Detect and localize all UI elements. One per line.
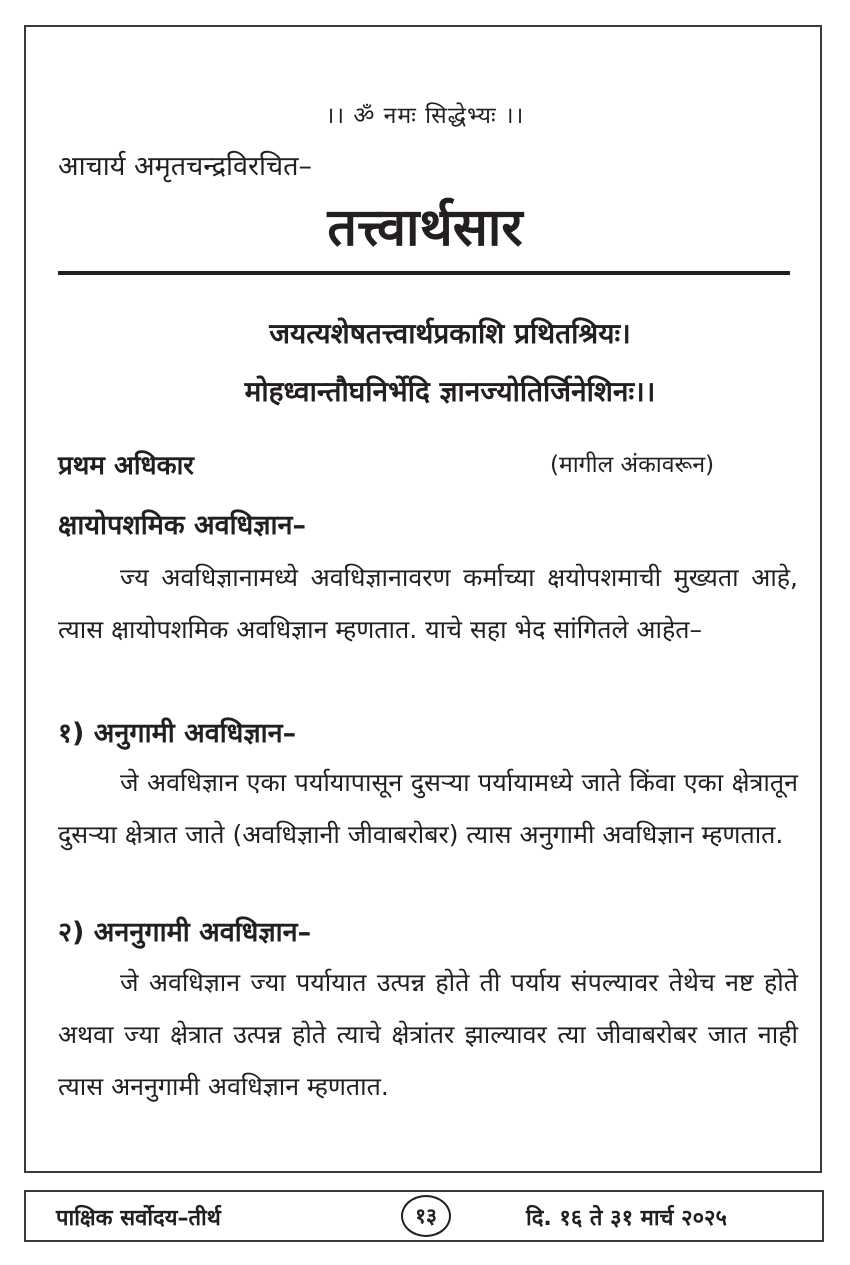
page-footer bbox=[24, 1190, 824, 1242]
page-number: १३ bbox=[401, 1195, 451, 1237]
invocation-line: ।। ॐ नमः सिद्धेभ्यः ।। bbox=[325, 103, 525, 129]
author-line: आचार्य अमृतचन्द्रविरचित– bbox=[58, 151, 313, 182]
verse-line-1: जयत्यशेषतत्त्वार्थप्रकाशि प्रथितश्रियः। bbox=[269, 317, 631, 350]
section-paragraph: जे अवधिज्ञान ज्या पर्यायात उत्पन्न होते ती पर्याय संपल्यावर तेथेच नष्ट होते अथवा ज्या क्षेत्रात उत्पन्न होते त्याचे क्षेत्रांतर झाल्यावर त्या जीवाबरोबर जात नाही त्यास अननुगामी अवधिज्ञान म्हणतात. bbox=[58, 968, 798, 1101]
section-paragraph: ज्य अवधिज्ञानामध्ये अवधिज्ञानावरण कर्माच्या क्षयोपशमाची मुख्यता आहे, त्यास क्षायोपशमिक अवधिज्ञान म्हणतात. याचे सहा भेद सांगितले आहेत– bbox=[58, 563, 798, 644]
section-heading: १) अनुगामी अवधिज्ञान– bbox=[58, 718, 297, 749]
section-heading: २) अननुगामी अवधिज्ञान– bbox=[58, 917, 312, 948]
book-title: तत्त्वार्थसार bbox=[327, 198, 523, 258]
footer-publication: पाक्षिक सर्वोदय–तीर्थ bbox=[56, 1206, 221, 1231]
chapter-title: प्रथम अधिकार bbox=[58, 451, 194, 481]
verse-line-2: मोहध्वान्तौघनिर्भेदि ज्ञानज्योतिर्जिनेशिनः।। bbox=[244, 375, 656, 408]
title-divider bbox=[58, 271, 790, 275]
chapter-continuation-note: (मागील अंकावरून) bbox=[550, 452, 715, 478]
footer-date: दि. १६ ते ३१ मार्च २०२५ bbox=[526, 1206, 727, 1231]
section-heading: क्षायोपशमिक अवधिज्ञान– bbox=[58, 510, 306, 541]
section-paragraph: जे अवधिज्ञान एका पर्यायापासून दुसऱ्या पर्यायामध्ये जाते किंवा एका क्षेत्रातून दुसऱ्या क्षेत्रात जाते (अवधिज्ञानी जीवाबरोबर) त्यास अनुगामी अवधिज्ञान म्हणतात. bbox=[58, 768, 798, 849]
